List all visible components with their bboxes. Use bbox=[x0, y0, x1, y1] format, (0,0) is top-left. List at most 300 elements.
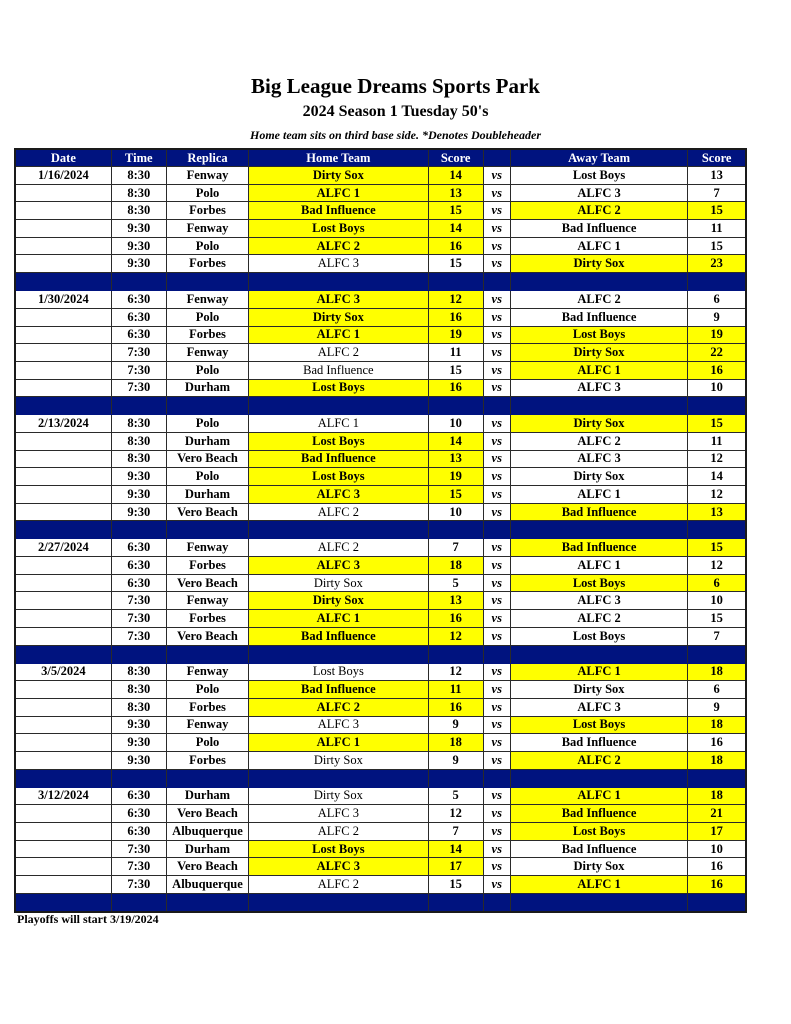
vs-label: vs bbox=[483, 734, 510, 752]
table-row bbox=[15, 202, 746, 220]
away-team: Lost Boys bbox=[510, 627, 687, 645]
separator-cell bbox=[249, 769, 428, 787]
vs-label: vs bbox=[483, 698, 510, 716]
table-row bbox=[15, 291, 746, 309]
table-row bbox=[15, 167, 746, 185]
vs-label: vs bbox=[483, 663, 510, 681]
separator-cell bbox=[111, 521, 166, 539]
home-score: 12 bbox=[428, 805, 483, 823]
table-row bbox=[15, 574, 746, 592]
away-team: ALFC 3 bbox=[510, 592, 687, 610]
column-header-home-team: Home Team bbox=[249, 149, 428, 167]
away-score: 10 bbox=[688, 840, 746, 858]
separator-cell bbox=[688, 521, 746, 539]
game-replica-field: Fenway bbox=[166, 220, 248, 238]
vs-label: vs bbox=[483, 858, 510, 876]
table-row bbox=[15, 716, 746, 734]
separator-cell bbox=[483, 769, 510, 787]
separator-cell bbox=[510, 645, 687, 663]
home-team: ALFC 3 bbox=[249, 255, 428, 273]
table-row bbox=[15, 486, 746, 504]
separator-cell bbox=[249, 521, 428, 539]
game-time: 9:30 bbox=[111, 716, 166, 734]
vs-label: vs bbox=[483, 415, 510, 433]
home-score: 13 bbox=[428, 592, 483, 610]
separator-cell bbox=[510, 273, 687, 291]
column-header-away-score: Score bbox=[688, 149, 746, 167]
game-date bbox=[15, 450, 111, 468]
table-row bbox=[15, 220, 746, 238]
home-score: 9 bbox=[428, 716, 483, 734]
game-replica-field: Albuquerque bbox=[166, 823, 248, 841]
table-row bbox=[15, 450, 746, 468]
home-team: ALFC 2 bbox=[249, 539, 428, 557]
game-time: 6:30 bbox=[111, 326, 166, 344]
away-team: Lost Boys bbox=[510, 823, 687, 841]
vs-label: vs bbox=[483, 592, 510, 610]
away-score: 6 bbox=[688, 291, 746, 309]
away-score: 16 bbox=[688, 876, 746, 894]
game-date bbox=[15, 858, 111, 876]
home-team: ALFC 1 bbox=[249, 184, 428, 202]
table-row bbox=[15, 184, 746, 202]
table-row bbox=[15, 751, 746, 769]
game-date bbox=[15, 805, 111, 823]
separator-cell bbox=[483, 893, 510, 912]
vs-label: vs bbox=[483, 574, 510, 592]
separator-cell bbox=[166, 397, 248, 415]
separator-cell bbox=[483, 521, 510, 539]
game-time: 8:30 bbox=[111, 663, 166, 681]
home-score: 15 bbox=[428, 202, 483, 220]
home-team: ALFC 2 bbox=[249, 823, 428, 841]
home-team: ALFC 2 bbox=[249, 698, 428, 716]
vs-label: vs bbox=[483, 202, 510, 220]
game-time: 6:30 bbox=[111, 787, 166, 805]
vs-label: vs bbox=[483, 237, 510, 255]
game-date: 1/16/2024 bbox=[15, 167, 111, 185]
table-row bbox=[15, 344, 746, 362]
home-score: 14 bbox=[428, 840, 483, 858]
away-score: 22 bbox=[688, 344, 746, 362]
table-row bbox=[15, 361, 746, 379]
game-replica-field: Forbes bbox=[166, 255, 248, 273]
home-score: 17 bbox=[428, 858, 483, 876]
page-title: Big League Dreams Sports Park bbox=[251, 74, 540, 98]
away-score: 18 bbox=[688, 716, 746, 734]
week-separator-row bbox=[15, 397, 746, 415]
home-score: 16 bbox=[428, 237, 483, 255]
home-score: 15 bbox=[428, 255, 483, 273]
table-row bbox=[15, 681, 746, 699]
game-replica-field: Vero Beach bbox=[166, 503, 248, 521]
vs-label: vs bbox=[483, 291, 510, 309]
separator-cell bbox=[428, 893, 483, 912]
game-time: 7:30 bbox=[111, 361, 166, 379]
week-separator-row bbox=[15, 893, 746, 912]
game-time: 9:30 bbox=[111, 237, 166, 255]
separator-cell bbox=[483, 397, 510, 415]
away-score: 21 bbox=[688, 805, 746, 823]
game-time: 8:30 bbox=[111, 698, 166, 716]
vs-label: vs bbox=[483, 468, 510, 486]
game-date bbox=[15, 823, 111, 841]
away-team: Lost Boys bbox=[510, 167, 687, 185]
vs-label: vs bbox=[483, 557, 510, 575]
home-team: ALFC 1 bbox=[249, 734, 428, 752]
away-team: Bad Influence bbox=[510, 734, 687, 752]
game-time: 9:30 bbox=[111, 751, 166, 769]
separator-cell bbox=[111, 769, 166, 787]
separator-cell bbox=[166, 273, 248, 291]
table-row bbox=[15, 503, 746, 521]
game-date bbox=[15, 751, 111, 769]
vs-label: vs bbox=[483, 751, 510, 769]
column-header-vs bbox=[483, 149, 510, 167]
away-score: 15 bbox=[688, 415, 746, 433]
vs-label: vs bbox=[483, 823, 510, 841]
game-replica-field: Fenway bbox=[166, 663, 248, 681]
game-date bbox=[15, 308, 111, 326]
separator-cell bbox=[428, 645, 483, 663]
separator-cell bbox=[428, 521, 483, 539]
away-score: 16 bbox=[688, 734, 746, 752]
home-score: 16 bbox=[428, 610, 483, 628]
game-replica-field: Durham bbox=[166, 432, 248, 450]
game-replica-field: Durham bbox=[166, 379, 248, 397]
away-team: ALFC 1 bbox=[510, 876, 687, 894]
table-row bbox=[15, 734, 746, 752]
table-row bbox=[15, 468, 746, 486]
game-time: 8:30 bbox=[111, 415, 166, 433]
vs-label: vs bbox=[483, 840, 510, 858]
home-score: 13 bbox=[428, 450, 483, 468]
separator-cell bbox=[688, 397, 746, 415]
separator-cell bbox=[111, 273, 166, 291]
home-score: 19 bbox=[428, 468, 483, 486]
game-replica-field: Fenway bbox=[166, 344, 248, 362]
away-team: ALFC 3 bbox=[510, 450, 687, 468]
game-time: 6:30 bbox=[111, 539, 166, 557]
separator-cell bbox=[111, 893, 166, 912]
away-team: ALFC 1 bbox=[510, 361, 687, 379]
away-score: 18 bbox=[688, 787, 746, 805]
home-score: 12 bbox=[428, 627, 483, 645]
game-replica-field: Vero Beach bbox=[166, 574, 248, 592]
game-time: 8:30 bbox=[111, 184, 166, 202]
home-score: 5 bbox=[428, 574, 483, 592]
vs-label: vs bbox=[483, 167, 510, 185]
game-date bbox=[15, 503, 111, 521]
game-replica-field: Polo bbox=[166, 681, 248, 699]
game-replica-field: Albuquerque bbox=[166, 876, 248, 894]
home-score: 11 bbox=[428, 344, 483, 362]
week-separator-row bbox=[15, 769, 746, 787]
game-replica-field: Polo bbox=[166, 237, 248, 255]
table-row bbox=[15, 787, 746, 805]
game-date bbox=[15, 379, 111, 397]
away-score: 17 bbox=[688, 823, 746, 841]
game-date bbox=[15, 255, 111, 273]
separator-cell bbox=[428, 273, 483, 291]
separator-cell bbox=[15, 769, 111, 787]
game-replica-field: Vero Beach bbox=[166, 805, 248, 823]
vs-label: vs bbox=[483, 716, 510, 734]
game-time: 9:30 bbox=[111, 220, 166, 238]
game-date: 2/27/2024 bbox=[15, 539, 111, 557]
home-score: 15 bbox=[428, 361, 483, 379]
game-replica-field: Polo bbox=[166, 361, 248, 379]
season-subtitle: 2024 Season 1 Tuesday 50's bbox=[302, 103, 489, 120]
home-team: ALFC 2 bbox=[249, 503, 428, 521]
separator-cell bbox=[249, 893, 428, 912]
away-team: ALFC 2 bbox=[510, 610, 687, 628]
game-replica-field: Durham bbox=[166, 840, 248, 858]
away-score: 10 bbox=[688, 592, 746, 610]
away-team: Bad Influence bbox=[510, 539, 687, 557]
home-team: Lost Boys bbox=[249, 220, 428, 238]
separator-cell bbox=[688, 769, 746, 787]
vs-label: vs bbox=[483, 539, 510, 557]
away-score: 15 bbox=[688, 610, 746, 628]
away-team: ALFC 3 bbox=[510, 698, 687, 716]
separator-cell bbox=[166, 769, 248, 787]
home-team: Dirty Sox bbox=[249, 574, 428, 592]
away-team: ALFC 2 bbox=[510, 202, 687, 220]
game-time: 6:30 bbox=[111, 805, 166, 823]
home-score: 15 bbox=[428, 876, 483, 894]
game-date: 3/5/2024 bbox=[15, 663, 111, 681]
separator-cell bbox=[510, 397, 687, 415]
home-score: 14 bbox=[428, 167, 483, 185]
column-header-home-score: Score bbox=[428, 149, 483, 167]
game-replica-field: Durham bbox=[166, 787, 248, 805]
separator-cell bbox=[249, 397, 428, 415]
game-replica-field: Vero Beach bbox=[166, 627, 248, 645]
away-score: 6 bbox=[688, 574, 746, 592]
game-time: 8:30 bbox=[111, 432, 166, 450]
game-time: 9:30 bbox=[111, 468, 166, 486]
home-score: 5 bbox=[428, 787, 483, 805]
game-time: 6:30 bbox=[111, 574, 166, 592]
table-row bbox=[15, 326, 746, 344]
game-date: 3/12/2024 bbox=[15, 787, 111, 805]
away-score: 16 bbox=[688, 361, 746, 379]
game-date bbox=[15, 840, 111, 858]
away-team: ALFC 1 bbox=[510, 486, 687, 504]
home-score: 15 bbox=[428, 486, 483, 504]
game-date bbox=[15, 326, 111, 344]
vs-label: vs bbox=[483, 432, 510, 450]
away-score: 19 bbox=[688, 326, 746, 344]
home-team: ALFC 2 bbox=[249, 344, 428, 362]
game-date bbox=[15, 468, 111, 486]
vs-label: vs bbox=[483, 220, 510, 238]
schedule-body bbox=[15, 167, 746, 912]
home-team: Lost Boys bbox=[249, 379, 428, 397]
game-date: 2/13/2024 bbox=[15, 415, 111, 433]
game-replica-field: Fenway bbox=[166, 167, 248, 185]
away-team: Lost Boys bbox=[510, 574, 687, 592]
away-score: 12 bbox=[688, 486, 746, 504]
separator-cell bbox=[249, 273, 428, 291]
table-row bbox=[15, 663, 746, 681]
table-row bbox=[15, 840, 746, 858]
away-team: Dirty Sox bbox=[510, 681, 687, 699]
away-team: Lost Boys bbox=[510, 326, 687, 344]
away-score: 16 bbox=[688, 858, 746, 876]
table-row bbox=[15, 610, 746, 628]
away-team: Bad Influence bbox=[510, 805, 687, 823]
away-team: Bad Influence bbox=[510, 503, 687, 521]
vs-label: vs bbox=[483, 184, 510, 202]
home-score: 14 bbox=[428, 432, 483, 450]
separator-cell bbox=[510, 893, 687, 912]
separator-cell bbox=[15, 397, 111, 415]
game-date bbox=[15, 734, 111, 752]
week-separator-row bbox=[15, 521, 746, 539]
away-score: 12 bbox=[688, 450, 746, 468]
column-header-time: Time bbox=[111, 149, 166, 167]
week-separator-row bbox=[15, 645, 746, 663]
away-team: ALFC 2 bbox=[510, 432, 687, 450]
game-time: 7:30 bbox=[111, 858, 166, 876]
home-team: ALFC 3 bbox=[249, 858, 428, 876]
separator-cell bbox=[15, 521, 111, 539]
away-score: 6 bbox=[688, 681, 746, 699]
home-team: ALFC 1 bbox=[249, 415, 428, 433]
separator-cell bbox=[688, 893, 746, 912]
away-score: 13 bbox=[688, 167, 746, 185]
home-team: Dirty Sox bbox=[249, 308, 428, 326]
away-score: 18 bbox=[688, 663, 746, 681]
game-date bbox=[15, 486, 111, 504]
table-row bbox=[15, 255, 746, 273]
game-replica-field: Polo bbox=[166, 468, 248, 486]
game-date bbox=[15, 237, 111, 255]
home-team: Lost Boys bbox=[249, 468, 428, 486]
game-time: 8:30 bbox=[111, 681, 166, 699]
home-team: Dirty Sox bbox=[249, 167, 428, 185]
game-date bbox=[15, 627, 111, 645]
separator-cell bbox=[510, 769, 687, 787]
game-replica-field: Fenway bbox=[166, 291, 248, 309]
home-team: ALFC 2 bbox=[249, 876, 428, 894]
separator-cell bbox=[688, 645, 746, 663]
schedule-table bbox=[14, 148, 747, 913]
home-score: 10 bbox=[428, 415, 483, 433]
table-row bbox=[15, 858, 746, 876]
table-row bbox=[15, 432, 746, 450]
away-score: 11 bbox=[688, 220, 746, 238]
game-date bbox=[15, 716, 111, 734]
game-replica-field: Forbes bbox=[166, 202, 248, 220]
away-team: ALFC 1 bbox=[510, 663, 687, 681]
game-time: 6:30 bbox=[111, 291, 166, 309]
home-score: 12 bbox=[428, 663, 483, 681]
game-replica-field: Polo bbox=[166, 734, 248, 752]
away-score: 15 bbox=[688, 202, 746, 220]
away-team: ALFC 2 bbox=[510, 291, 687, 309]
game-date bbox=[15, 557, 111, 575]
vs-label: vs bbox=[483, 610, 510, 628]
game-time: 7:30 bbox=[111, 610, 166, 628]
game-time: 6:30 bbox=[111, 557, 166, 575]
game-time: 9:30 bbox=[111, 486, 166, 504]
away-team: Lost Boys bbox=[510, 716, 687, 734]
away-team: ALFC 1 bbox=[510, 237, 687, 255]
home-score: 16 bbox=[428, 308, 483, 326]
separator-cell bbox=[166, 645, 248, 663]
home-score: 16 bbox=[428, 379, 483, 397]
home-team: Dirty Sox bbox=[249, 787, 428, 805]
home-team: Dirty Sox bbox=[249, 751, 428, 769]
week-separator-row bbox=[15, 273, 746, 291]
vs-label: vs bbox=[483, 326, 510, 344]
game-time: 6:30 bbox=[111, 823, 166, 841]
away-team: ALFC 3 bbox=[510, 379, 687, 397]
game-time: 7:30 bbox=[111, 592, 166, 610]
separator-cell bbox=[483, 273, 510, 291]
game-replica-field: Fenway bbox=[166, 592, 248, 610]
away-score: 7 bbox=[688, 184, 746, 202]
away-team: Bad Influence bbox=[510, 840, 687, 858]
game-date bbox=[15, 220, 111, 238]
game-time: 6:30 bbox=[111, 308, 166, 326]
separator-cell bbox=[166, 521, 248, 539]
home-score: 19 bbox=[428, 326, 483, 344]
game-replica-field: Fenway bbox=[166, 716, 248, 734]
game-date bbox=[15, 344, 111, 362]
home-score: 14 bbox=[428, 220, 483, 238]
game-replica-field: Durham bbox=[166, 486, 248, 504]
home-team: ALFC 3 bbox=[249, 291, 428, 309]
game-date bbox=[15, 681, 111, 699]
away-score: 11 bbox=[688, 432, 746, 450]
home-team: Bad Influence bbox=[249, 361, 428, 379]
table-row bbox=[15, 876, 746, 894]
column-header-away-team: Away Team bbox=[510, 149, 687, 167]
vs-label: vs bbox=[483, 681, 510, 699]
separator-cell bbox=[166, 893, 248, 912]
separator-cell bbox=[688, 273, 746, 291]
away-score: 15 bbox=[688, 237, 746, 255]
game-date: 1/30/2024 bbox=[15, 291, 111, 309]
home-score: 11 bbox=[428, 681, 483, 699]
game-time: 8:30 bbox=[111, 202, 166, 220]
away-score: 15 bbox=[688, 539, 746, 557]
away-score: 12 bbox=[688, 557, 746, 575]
home-team: ALFC 1 bbox=[249, 610, 428, 628]
home-score: 7 bbox=[428, 539, 483, 557]
away-score: 7 bbox=[688, 627, 746, 645]
table-row bbox=[15, 805, 746, 823]
home-team: Bad Influence bbox=[249, 681, 428, 699]
game-replica-field: Forbes bbox=[166, 326, 248, 344]
away-team: ALFC 1 bbox=[510, 557, 687, 575]
game-time: 9:30 bbox=[111, 255, 166, 273]
away-score: 10 bbox=[688, 379, 746, 397]
home-team: Lost Boys bbox=[249, 432, 428, 450]
home-team: Lost Boys bbox=[249, 840, 428, 858]
table-row bbox=[15, 308, 746, 326]
away-score: 14 bbox=[688, 468, 746, 486]
vs-label: vs bbox=[483, 379, 510, 397]
separator-cell bbox=[111, 397, 166, 415]
vs-label: vs bbox=[483, 876, 510, 894]
playoffs-note: Playoffs will start 3/19/2024 bbox=[17, 912, 159, 926]
home-score: 18 bbox=[428, 557, 483, 575]
